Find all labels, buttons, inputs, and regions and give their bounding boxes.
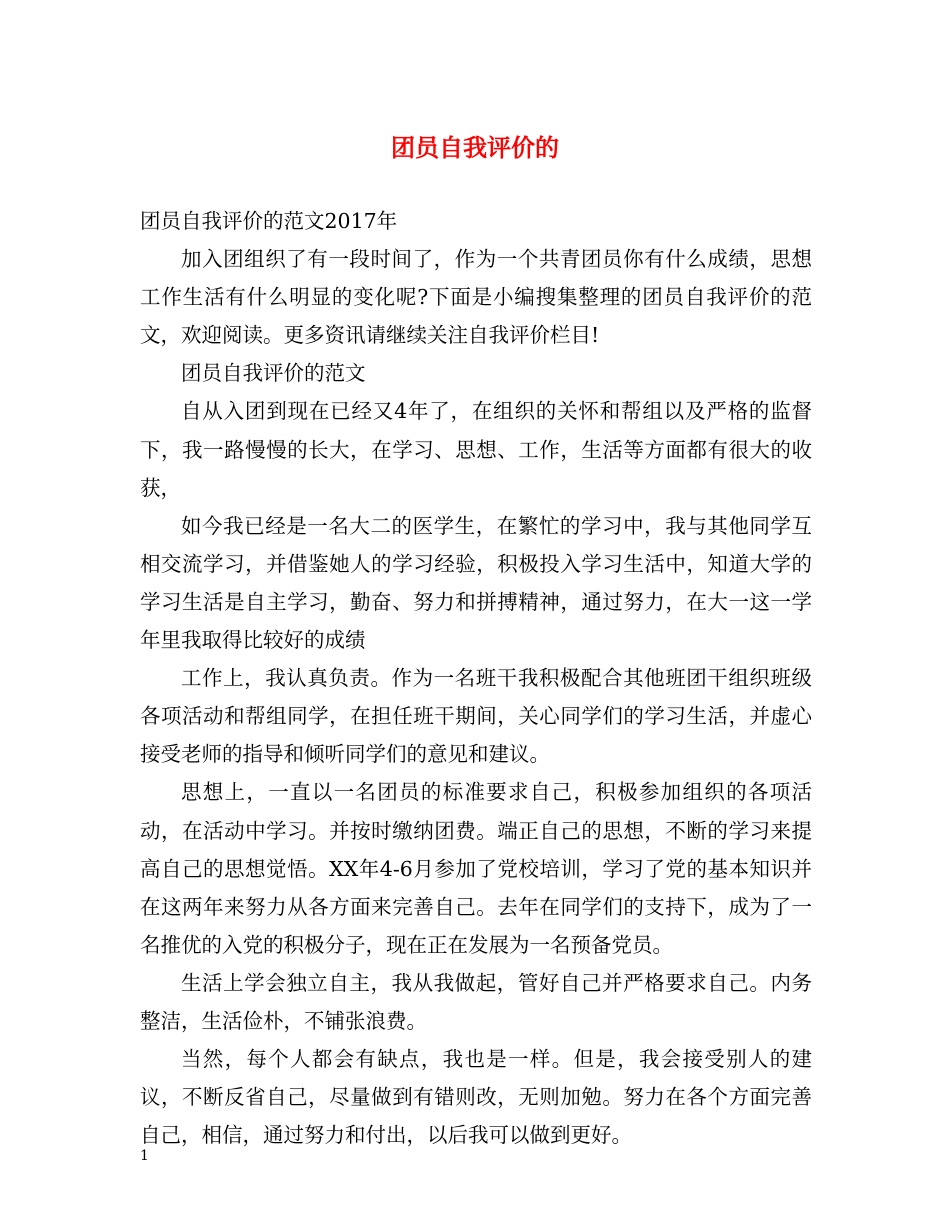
intro-paragraph: 加入团组织了有一段时间了，作为一个共青团员你有什么成绩，思想工作生活有什么明显的变化呢?下面是小编搜集整理的团员自我评价的范文，欢迎阅读。更多资讯请继续关注自我评价栏目! [140,247,812,348]
body-paragraph: 自从入团到现在已经又4年了，在组织的关怀和帮组以及严格的监督下，我一路慢慢的长大，在学习、思想、工作，生活等方面都有很大的收获， [140,399,812,500]
document-body [140,202,812,1154]
section-heading-paragraph: 团员自我评价的范文 [181,361,366,386]
body-paragraph: 如今我已经是一名大二的医学生，在繁忙的学习中，我与其他同学互相交流学习，并借鉴她人的学习经验，积极投入学习生活中，知道大学的学习生活是自主学习，勤奋、努力和拼搏精神，通过努力，在大一这一学年里我取得比较好的成绩 [140,513,812,653]
document-title: 团员自我评价的 [391,133,559,162]
body-paragraph: 当然，每个人都会有缺点，我也是一样。但是，我会接受别人的建议，不断反省自己，尽量做到有错则改，无则加勉。努力在各个方面完善自己，相信，通过努力和付出，以后我可以做到更好。 [140,1047,812,1148]
body-paragraph: 工作上，我认真负责。作为一名班干我积极配合其他班团干组织班级各项活动和帮组同学，在担任班干期间，关心同学们的学习生活，并虚心接受老师的指导和倾听同学们的意见和建议。 [140,666,812,767]
page-number: 1 [140,1148,149,1164]
subtitle-paragraph: 团员自我评价的范文2017年 [140,209,398,233]
body-paragraph: 思想上，一直以一名团员的标准要求自己，积极参加组织的各项活动，在活动中学习。并按时缴纳团费。端正自己的思想，不断的学习来提高自己的思想觉悟。XX年4-6月参加了党校培训，学习了党的基本知识并在这两年来努力从各方面来完善自己。去年在同学们的支持下，成为了一名推优的入党的积极分子，现在正在发展为一名预备党员。 [140,780,812,957]
body-paragraph: 生活上学会独立自主，我从我做起，管好自己并严格要求自己。内务整洁，生活俭朴，不铺张浪费。 [140,970,812,1033]
